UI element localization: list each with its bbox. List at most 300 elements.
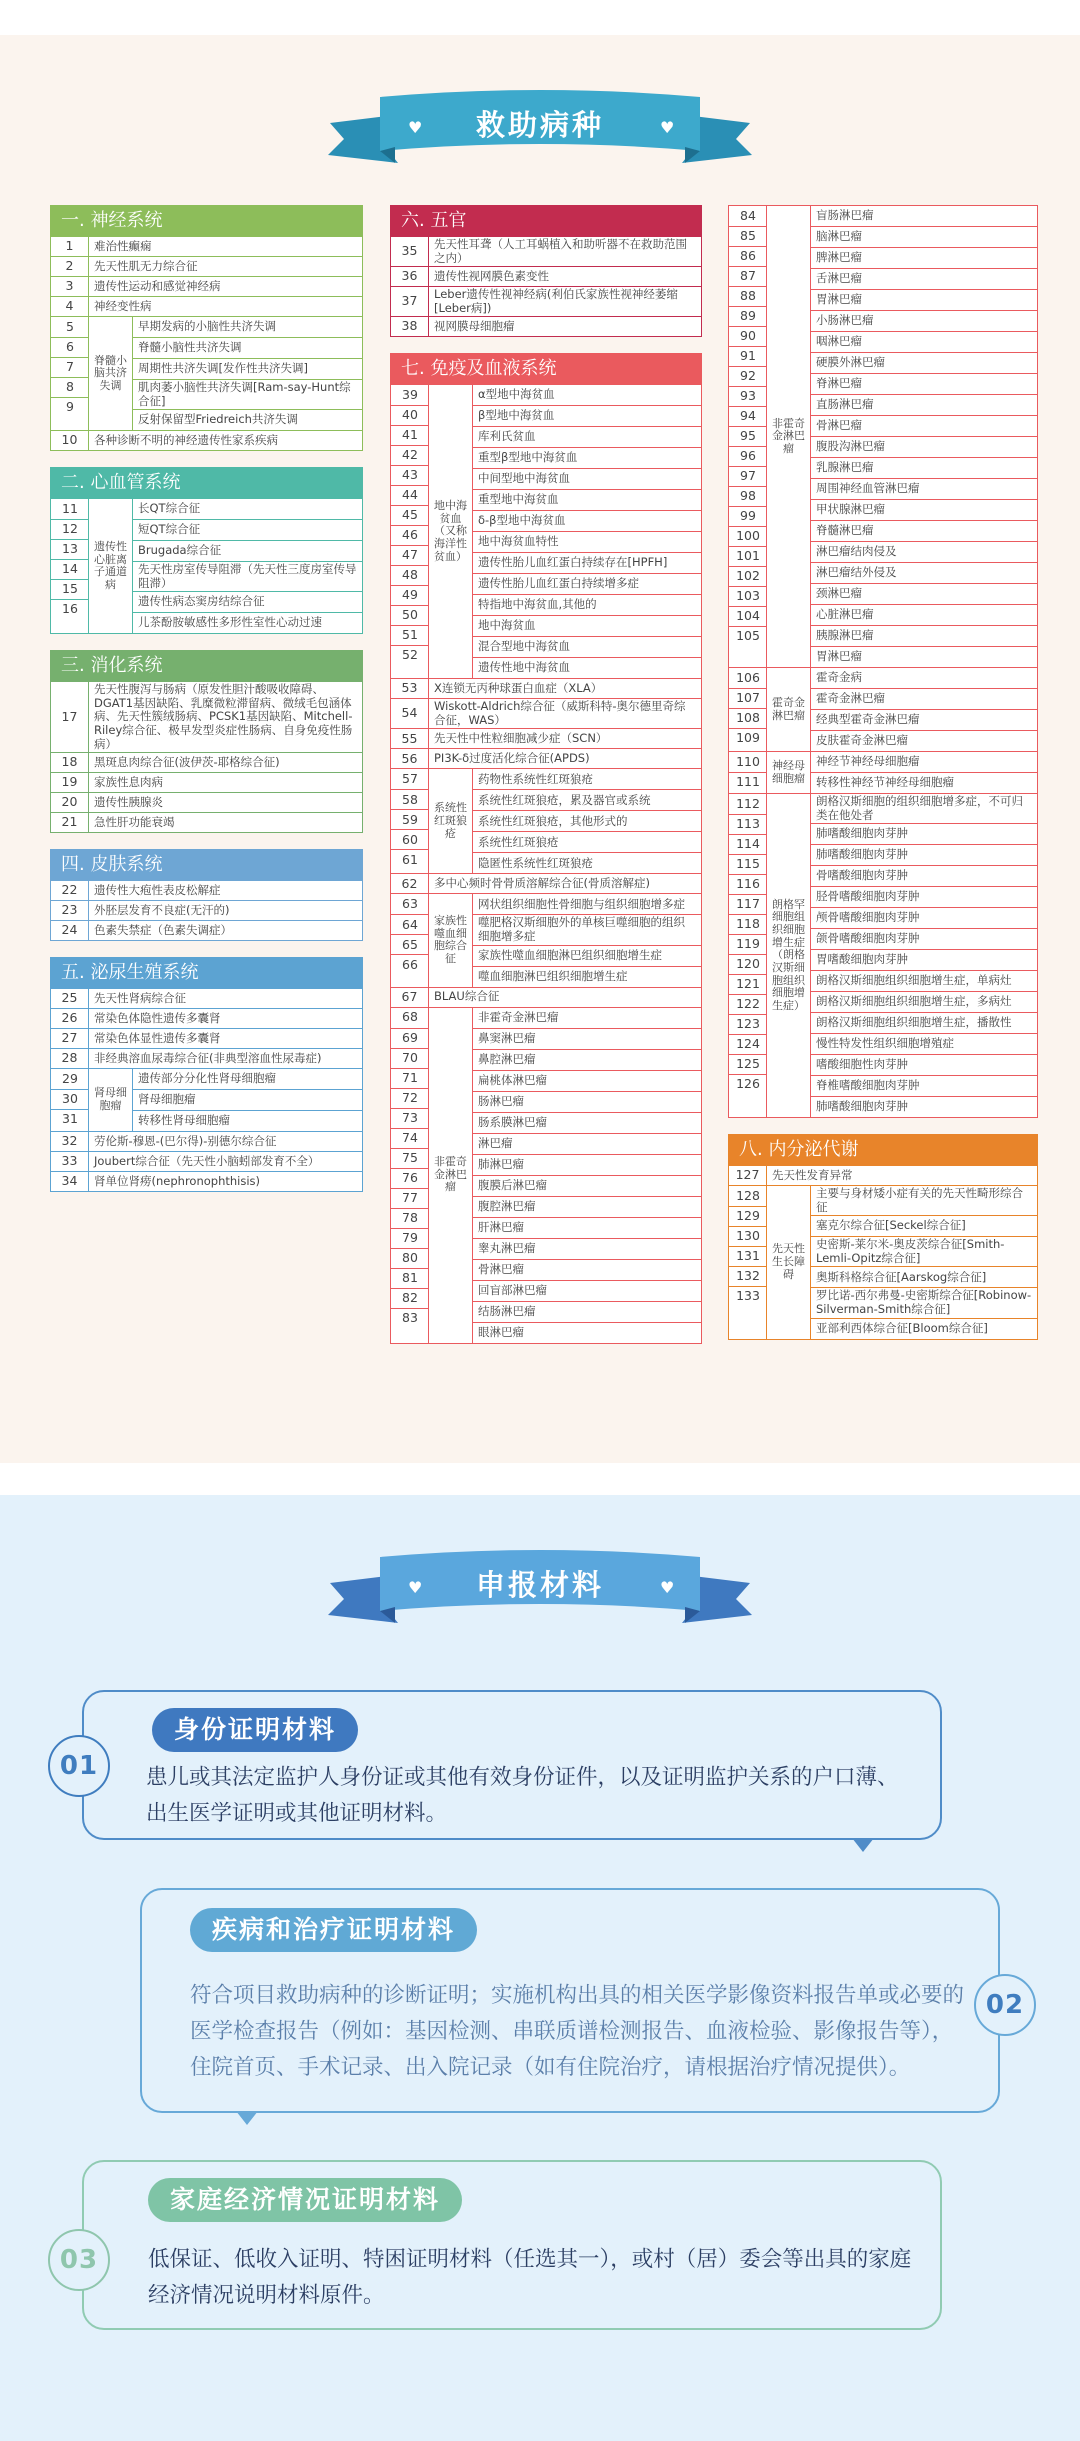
row-number: 127 (729, 1166, 767, 1185)
row-number: 35 (391, 237, 429, 266)
row-number: 102 (736, 568, 760, 584)
table-row (391, 605, 428, 625)
table-row (729, 814, 766, 834)
row-number: 62 (391, 874, 429, 893)
row-number: 38 (391, 317, 429, 336)
table-row (51, 296, 362, 316)
row-number: 56 (391, 749, 429, 768)
disease-name: 硬膜外淋巴瘤 (816, 355, 885, 370)
table-row (811, 373, 1037, 394)
table-row (811, 1012, 1037, 1033)
table-row (391, 1168, 428, 1188)
disease-name: 嗜酸细胞性肉芽肿 (816, 1057, 908, 1072)
table-row (729, 1165, 1037, 1185)
table-row (473, 657, 701, 678)
disease-name: 黑斑息肉综合征(波伊茨-耶格综合征) (94, 754, 280, 769)
table-row (811, 1215, 1037, 1236)
table-row (133, 499, 362, 519)
disease-name: 脊椎嗜酸细胞肉芽肿 (816, 1078, 920, 1093)
table-row (51, 256, 362, 276)
table-row (391, 445, 428, 465)
table-row (811, 688, 1037, 709)
disease-name: 淋巴瘤 (478, 1135, 513, 1150)
disease-name: 肝淋巴瘤 (478, 1219, 524, 1234)
disease-name: BLAU综合征 (434, 989, 500, 1004)
row-number: 59 (402, 811, 418, 827)
disease-group (729, 793, 1037, 1117)
row-number: 115 (736, 856, 760, 872)
row-number: 14 (62, 561, 78, 577)
table-row (133, 1069, 362, 1089)
table-row (811, 1318, 1037, 1339)
disease-name: 睾丸淋巴瘤 (478, 1240, 536, 1255)
disease-name: 中间型地中海贫血 (478, 471, 570, 486)
table-row (473, 1175, 701, 1196)
table-row (811, 844, 1037, 865)
table-row (391, 1188, 428, 1208)
group-label: 地中海贫血（又称海洋性贫血） (429, 385, 473, 678)
table-row (729, 526, 766, 546)
row-number: 16 (62, 601, 78, 617)
disease-name: 脊淋巴瘤 (816, 376, 862, 391)
row-number: 94 (740, 408, 756, 424)
table-row (391, 1148, 428, 1168)
row-number: 42 (402, 447, 418, 463)
table-row (729, 1206, 766, 1226)
disease-name: 系统性红斑狼疮 (478, 834, 559, 849)
table-row (473, 636, 701, 657)
table-row (473, 1301, 701, 1322)
table-row (133, 1110, 362, 1131)
row-number: 133 (736, 1288, 760, 1304)
row-number: 77 (402, 1189, 418, 1205)
table-row (473, 552, 701, 573)
table-row (811, 886, 1037, 907)
row-number: 6 (66, 339, 74, 355)
immune-blood-table (390, 353, 702, 1343)
table-row (729, 246, 766, 266)
ent-table (390, 205, 702, 337)
disease-name: 塞克尔综合征[Seckel综合征] (816, 1218, 966, 1233)
neuro-system-table (50, 205, 363, 451)
table-row (811, 478, 1037, 499)
disease-group (391, 768, 701, 873)
table-row (51, 1171, 362, 1191)
disease-name: 早期发病的小脑性共济失调 (138, 319, 276, 334)
row-number: 125 (736, 1056, 760, 1072)
table-row (51, 880, 362, 900)
row-number: 97 (740, 468, 756, 484)
disease-group (391, 893, 701, 986)
table-row (391, 316, 701, 336)
row-number: 113 (736, 816, 760, 832)
row-number: 107 (736, 690, 760, 706)
table-row (51, 539, 88, 559)
row-number: 86 (740, 248, 756, 264)
table-row (811, 865, 1037, 886)
row-number: 4 (51, 297, 89, 316)
row-number: 11 (62, 500, 78, 516)
disease-group (729, 206, 1037, 667)
disease-name: 库利氏贫血 (478, 429, 536, 444)
row-number: 69 (402, 1029, 418, 1045)
disease-name: 反射保留型Friedreich共济失调 (138, 412, 298, 427)
row-number: 9 (66, 399, 74, 415)
table-row (473, 810, 701, 831)
disease-name: 儿茶酚胺敏感性多形性室性心动过速 (138, 615, 322, 630)
disease-name: 先天性耳聋（人工耳蜗植入和助听器不在救助范围之内） (434, 237, 687, 265)
table-row (51, 559, 88, 579)
table-row (811, 206, 1037, 226)
table-row (51, 317, 88, 337)
table-row (391, 954, 428, 974)
table-row (729, 688, 766, 708)
row-number: 81 (402, 1269, 418, 1285)
table-row (729, 446, 766, 466)
disease-name: 乳腺淋巴瘤 (816, 460, 874, 475)
table-row (391, 934, 428, 954)
table-row (473, 769, 701, 789)
disease-name: 皮肤霍奇金淋巴瘤 (816, 733, 908, 748)
disease-name: 脑淋巴瘤 (816, 229, 862, 244)
table-row (811, 310, 1037, 331)
table-row (811, 268, 1037, 289)
table-row (51, 519, 88, 539)
table-row (811, 499, 1037, 520)
section-header: 四. 皮肤系统 (51, 850, 362, 880)
table-row (729, 1286, 766, 1306)
disease-name: 罗比诺-西尔弗曼-史密斯综合征[Robinow-Silverman-Smith综合征] (816, 1288, 1032, 1316)
row-number: 116 (736, 876, 760, 892)
row-number: 19 (51, 773, 89, 792)
table-row (811, 970, 1037, 991)
table-row (391, 525, 428, 545)
table-row (391, 829, 428, 849)
disease-name: 遗传性胰腺炎 (94, 794, 163, 809)
table-row (473, 510, 701, 531)
table-row (473, 531, 701, 552)
table-row (391, 769, 428, 789)
table-row (473, 1133, 701, 1154)
table-row (811, 1096, 1037, 1117)
table-row (729, 286, 766, 306)
endocrine-table (728, 1134, 1038, 1339)
disease-name: Wiskott-Aldrich综合征（威斯科特-奥尔德里奇综合征，WAS） (434, 699, 686, 727)
table-row (729, 486, 766, 506)
row-number: 75 (402, 1149, 418, 1165)
disease-name: 先天性肌无力综合征 (94, 258, 198, 273)
table-row (391, 1248, 428, 1268)
table-row (133, 612, 362, 633)
table-row (391, 625, 428, 645)
row-number: 58 (402, 791, 418, 807)
row-number: 60 (402, 831, 418, 847)
table-row (729, 466, 766, 486)
table-row (473, 1259, 701, 1280)
row-number: 67 (391, 988, 429, 1007)
table-row (811, 415, 1037, 436)
banner-title: 申报材料 (475, 1568, 604, 1602)
disease-name: 鼻窦淋巴瘤 (478, 1030, 536, 1045)
row-number: 27 (51, 1029, 89, 1048)
row-number: 82 (402, 1289, 418, 1305)
disease-name: 药物性系统性红斑狼疮 (478, 771, 593, 786)
table-row (133, 337, 362, 358)
table-row (391, 1068, 428, 1088)
row-number: 50 (402, 607, 418, 623)
table-row (811, 436, 1037, 457)
row-number: 85 (740, 228, 756, 244)
row-number: 70 (402, 1049, 418, 1065)
disease-group (391, 1007, 701, 1343)
row-number: 71 (402, 1069, 418, 1085)
table-row (51, 681, 362, 752)
table-row (473, 489, 701, 510)
disease-name: 朗格汉斯细胞的组织细胞增多症，不可归类在他处者 (816, 794, 1023, 822)
column-3 (728, 205, 1038, 1356)
table-row (391, 1008, 428, 1028)
disease-name: 胃嗜酸细胞肉芽肿 (816, 952, 908, 967)
disease-name: 先天性房室传导阻滞（先天性三度房室传导阻滞） (138, 562, 357, 590)
disease-name: 奥斯科格综合征[Aarskog综合征] (816, 1269, 987, 1284)
table-row (811, 646, 1037, 667)
row-number: 128 (736, 1187, 760, 1203)
disease-name: 家族性息肉病 (94, 774, 163, 789)
material-card-1 (82, 1690, 942, 1840)
table-row (391, 1228, 428, 1248)
table-row (729, 1054, 766, 1074)
disease-name: 肾母细胞瘤 (138, 1092, 196, 1107)
row-number: 49 (402, 587, 418, 603)
group-label: 家族性噬血细胞综合征 (429, 894, 473, 986)
table-row (729, 934, 766, 954)
row-number: 18 (51, 753, 89, 772)
number-badge: 02 (974, 1974, 1036, 2036)
row-number: 32 (51, 1132, 89, 1151)
disease-name: 脾淋巴瘤 (816, 250, 862, 265)
table-row (391, 809, 428, 829)
disease-name: 淋巴瘤结外侵及 (816, 565, 897, 580)
disease-name: 颌骨嗜酸细胞肉芽肿 (816, 931, 920, 946)
table-row (391, 565, 428, 585)
row-number: 40 (402, 407, 418, 423)
row-number: 2 (51, 257, 89, 276)
table-row (729, 914, 766, 934)
table-row (391, 405, 428, 425)
disease-name: 难治性癫痫 (94, 238, 152, 253)
table-row (133, 409, 362, 430)
disease-name: 先天性中性粒细胞减少症（SCN） (434, 731, 608, 746)
disease-name: 遗传性运动和感觉神经病 (94, 278, 221, 293)
number-badge: 01 (48, 1735, 110, 1797)
disease-name: 短QT综合征 (138, 522, 201, 537)
table-row (391, 1088, 428, 1108)
disease-name: 先天性腹泻与肠病（原发性胆汁酸吸收障碍、DGAT1基因缺陷、乳糜微粒滞留病、微绒毛包涵体病、先天性簇绒肠病、PCSK1基因缺陷、Mitchell-Riley综合征、极早发型炎症性肠病、自身免疫性肠病） (94, 682, 353, 751)
disease-name: Joubert综合征（先天性小脑蚓部发育不全） (94, 1153, 320, 1168)
row-number: 45 (402, 507, 418, 523)
disease-name: 结肠淋巴瘤 (478, 1303, 536, 1318)
table-row (473, 1217, 701, 1238)
row-number: 104 (736, 608, 760, 624)
material-title: 疾病和治疗证明材料 (190, 1908, 477, 1952)
table-row (391, 849, 428, 869)
disease-name: 转移性肾母细胞瘤 (138, 1113, 230, 1128)
row-number: 118 (736, 916, 760, 932)
disease-name: 肠系膜淋巴瘤 (478, 1114, 547, 1129)
disease-name: 腹膜后淋巴瘤 (478, 1177, 547, 1192)
table-row (391, 286, 701, 316)
rescue-diseases-section (0, 35, 1080, 1463)
table-row (391, 425, 428, 445)
table-row (51, 377, 88, 397)
number-badge: 03 (48, 2229, 110, 2291)
disease-name: 网状组织细胞性骨细胞与组织细胞增多症 (478, 896, 685, 911)
row-number: 57 (402, 771, 418, 786)
disease-name: 遗传部分分化性肾母细胞瘤 (138, 1071, 276, 1086)
row-number: 78 (402, 1209, 418, 1225)
table-row (729, 326, 766, 346)
table-row (133, 1089, 362, 1110)
speech-tail (236, 2111, 258, 2125)
row-number: 13 (62, 541, 78, 557)
table-row (391, 465, 428, 485)
disease-name: 肌肉萎小脑性共济失调[Ram-say-Hunt综合征] (138, 380, 351, 408)
row-number: 65 (402, 936, 418, 952)
row-number: 52 (402, 647, 418, 663)
table-row (729, 708, 766, 728)
row-number: 12 (62, 521, 78, 537)
table-row (729, 406, 766, 426)
row-number: 98 (740, 488, 756, 504)
application-materials-section (0, 1495, 1080, 2441)
table-row (391, 1308, 428, 1328)
table-row (391, 698, 701, 728)
table-row (473, 1091, 701, 1112)
disease-name: 劳伦斯-穆恩-(巴尔得)-别德尔综合征 (94, 1133, 277, 1148)
row-number: 96 (740, 448, 756, 464)
table-row (473, 852, 701, 873)
table-row (473, 1322, 701, 1343)
disease-name: 系统性红斑狼疮，其他形式的 (478, 813, 628, 828)
disease-name: 噬肥格汉斯细胞外的单核巨噬细胞的组织细胞增多症 (478, 915, 685, 943)
disease-name: 遗传性病态窦房结综合征 (138, 594, 265, 609)
disease-name: 地中海贫血特性 (478, 534, 559, 549)
table-row (51, 920, 362, 940)
disease-name: 重型地中海贫血 (478, 492, 559, 507)
table-row (51, 1008, 362, 1028)
table-row (811, 583, 1037, 604)
table-row (811, 772, 1037, 793)
table-row (729, 1014, 766, 1034)
table-row (391, 485, 428, 505)
disease-name: 重型β型地中海贫血 (478, 450, 578, 465)
table-row (391, 545, 428, 565)
row-number: 124 (736, 1036, 760, 1052)
table-row (391, 1208, 428, 1228)
speech-tail (852, 1838, 874, 1852)
row-number: 25 (51, 989, 89, 1008)
column-2 (390, 205, 702, 1360)
row-number: 105 (736, 628, 760, 644)
disease-name: 系统性红斑狼疮，累及器官或系统 (478, 792, 651, 807)
table-row (811, 794, 1037, 823)
table-row (473, 615, 701, 636)
table-row (473, 966, 701, 987)
table-row (51, 752, 362, 772)
section-header: 五. 泌尿生殖系统 (51, 958, 362, 988)
table-row (391, 1268, 428, 1288)
table-row (51, 1028, 362, 1048)
disease-name: 混合型地中海贫血 (478, 639, 570, 654)
table-row (729, 974, 766, 994)
row-number: 76 (402, 1169, 418, 1185)
disease-name: 甲状腺淋巴瘤 (816, 502, 885, 517)
row-number: 23 (51, 901, 89, 920)
disease-name: X连锁无丙种球蛋白血症（XLA） (434, 680, 603, 695)
disease-name: 遗传性胎儿血红蛋白持续增多症 (478, 576, 639, 591)
urinary-system-table (50, 957, 363, 1192)
table-row (473, 405, 701, 426)
table-row (473, 1028, 701, 1049)
disease-name: 脊髓小脑性共济失调 (138, 340, 242, 355)
row-number: 48 (402, 567, 418, 583)
banner-title: 救助病种 (475, 108, 604, 142)
table-row (51, 397, 88, 417)
disease-name: 视网膜母细胞瘤 (434, 318, 515, 333)
row-number: 109 (736, 730, 760, 746)
disease-name: 咽淋巴瘤 (816, 334, 862, 349)
row-number: 93 (740, 388, 756, 404)
section-header: 一. 神经系统 (51, 206, 362, 236)
table-row (51, 276, 362, 296)
table-row (51, 988, 362, 1008)
disease-name: 肠淋巴瘤 (478, 1093, 524, 1108)
row-number: 5 (66, 318, 74, 334)
table-row (473, 1154, 701, 1175)
disease-name: 外胚层发育不良症(无汗的) (94, 902, 230, 917)
disease-name: 胃淋巴瘤 (816, 292, 862, 307)
row-number: 119 (736, 936, 760, 952)
table-row (729, 1186, 766, 1206)
table-row (473, 914, 701, 944)
row-number: 100 (736, 528, 760, 544)
table-row (729, 668, 766, 688)
table-row (51, 499, 88, 519)
table-row (391, 645, 428, 665)
disease-name: 朗格汉斯细胞组织细胞增生症，单病灶 (816, 973, 1012, 988)
table-row (391, 748, 701, 768)
disease-name: 盲肠淋巴瘤 (816, 208, 874, 223)
table-row (391, 1108, 428, 1128)
row-number: 36 (391, 267, 429, 286)
table-row (133, 540, 362, 561)
row-number: 120 (736, 956, 760, 972)
group-label: 肾母细胞瘤 (89, 1069, 133, 1131)
table-row (473, 447, 701, 468)
disease-name: 心脏淋巴瘤 (816, 607, 874, 622)
group-label: 神经母细胞瘤 (767, 752, 811, 793)
disease-name: 长QT综合征 (138, 501, 201, 516)
disease-group (729, 667, 1037, 751)
material-title: 身份证明材料 (152, 1708, 358, 1752)
disease-name: 亚部利西体综合征[Bloom综合征] (816, 1320, 988, 1335)
table-row (811, 1287, 1037, 1317)
table-row (811, 625, 1037, 646)
application-materials-banner (320, 1545, 760, 1635)
column-1 (50, 205, 363, 1208)
table-row (811, 394, 1037, 415)
disease-name: 霍奇金病 (816, 670, 862, 685)
